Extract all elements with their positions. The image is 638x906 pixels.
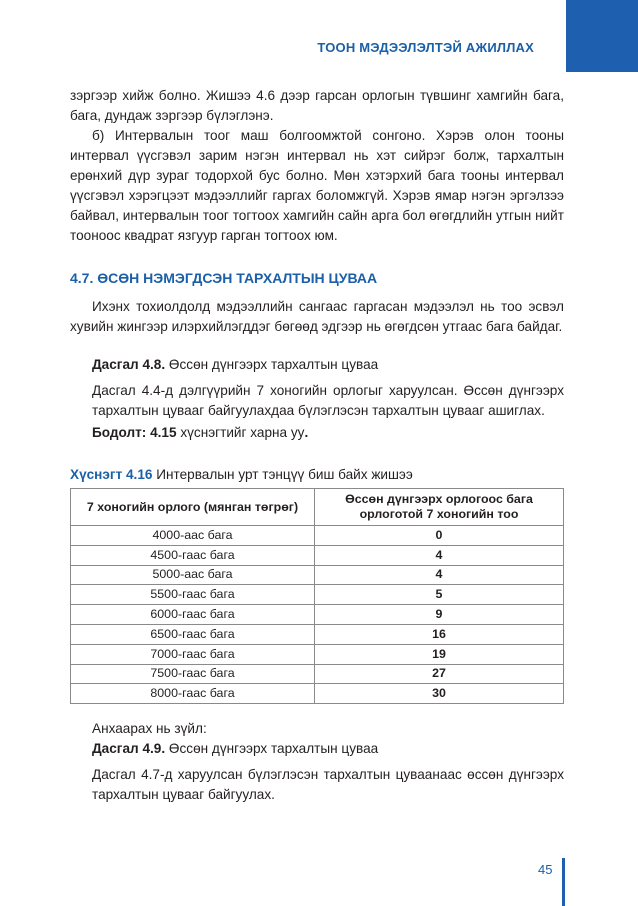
exercise-title	[92, 355, 564, 375]
count-cell: 16	[315, 624, 564, 644]
exercise-answer	[92, 423, 564, 443]
exercise-label: Дасгал 4.9.	[92, 741, 166, 757]
exercise-label: Дасгал 4.8.	[92, 357, 166, 372]
table-row	[71, 526, 564, 546]
running-header: ТООН МЭДЭЭЛЭЛТЭЙ АЖИЛЛАХ	[317, 40, 534, 55]
count-cell: 30	[315, 684, 564, 704]
table-row	[71, 585, 564, 605]
income-cell: 5500-гаас бага	[71, 585, 315, 605]
paragraph-1: зэргээр хийж болно. Жишээ 4.6 дээр гарсан орлогын түвшинг хамгийн бага, бага, дундаж зэргээр бүлэглэнэ.	[70, 88, 564, 123]
header-corner-bar	[566, 0, 638, 72]
table-row	[71, 624, 564, 644]
exercise-title-text: Өссөн дүнгээрх тархалтын цуваа	[165, 741, 379, 757]
table-row	[71, 605, 564, 625]
count-cell: 0	[315, 526, 564, 546]
count-cell: 4	[315, 565, 564, 585]
page-content	[70, 86, 564, 805]
count-cell: 4	[315, 545, 564, 565]
column-header-income: 7 хоногийн орлого (мянган төгрөг)	[71, 489, 315, 526]
count-cell: 5	[315, 585, 564, 605]
exercise-4-9	[70, 719, 564, 805]
exercise-text: Дасгал 4.7-д харуулсан бүлэглэсэн тархалтын цуваанаас өссөн дүнгээрх тархалтын цувааг байгуулах.	[92, 767, 564, 803]
cumulative-frequency-table	[70, 488, 564, 704]
exercise-title-text: Өссөн дүнгээрх тархалтын цуваа	[165, 357, 379, 372]
table-row	[71, 664, 564, 684]
paragraph-3: Ихэнх тохиолдолд мэдээллийн сангаас гаргасан мэдээлэл нь тоо эсвэл хувийн жингээр илэрхийлэгддэг бөгөөд эдгээр нь өгөгдсөн утгаас бага байдаг.	[70, 299, 564, 334]
page-number: 45	[538, 862, 553, 877]
section-heading: 4.7. ӨСӨН НЭМЭГДСЭН ТАРХАЛТЫН ЦУВАА	[70, 270, 378, 286]
exercise-4-8	[70, 355, 564, 443]
table-caption	[70, 465, 564, 485]
count-cell: 9	[315, 605, 564, 625]
column-header-count: Өссөн дүнгээрх орлогоос бага орлоготой 7 хоногийн тоо	[315, 489, 564, 526]
income-cell: 5000-аас бага	[71, 565, 315, 585]
table-header-row	[71, 489, 564, 526]
exercise-text: Дасгал 4.4-д дэлгүүрийн 7 хоногийн орлогыг харуулсан. Өссөн дүнгээрх тархалтын цувааг байгуулахдаа бүлэглэсэн тархалтын цувааг ашиглах.	[92, 383, 564, 418]
footer-bar	[562, 858, 565, 906]
table-row	[71, 644, 564, 664]
table-row	[71, 565, 564, 585]
table-row	[71, 684, 564, 704]
answer-label: Бодолт: 4.15	[92, 425, 177, 440]
paragraph-2: б) Интервалын тоог маш болгоомжтой сонгоно. Хэрэв олон тооны интервал үүсгэвэл зарим нэгэн интервал нь хэт сийрэг болж, тархалтын ерөнхий дүр зураг тодорхой бус болно. Мөн хэтэрхий бага тооны интервал үүсгэвэл хэрэгцээт мэдээллийг гаргах боломжгүй. Хэрэв ямар нэгэн эргэлзээ байвал, интервалын тоог тогтоох хамгийн сайн арга бол өгөгдлийн утгын нийт тооноос квадрат язгуур гарган тогтоох юм.	[70, 128, 564, 243]
note-heading: Анхаарах нь зүйл:	[92, 721, 207, 737]
income-cell: 7500-гаас бага	[71, 664, 315, 684]
income-cell: 7000-гаас бага	[71, 644, 315, 664]
income-cell: 4000-аас бага	[71, 526, 315, 546]
income-cell: 8000-гаас бага	[71, 684, 315, 704]
answer-end: .	[304, 425, 309, 440]
exercise-title	[92, 739, 564, 759]
income-cell: 6000-гаас бага	[71, 605, 315, 625]
income-cell: 4500-гаас бага	[71, 545, 315, 565]
table-row	[71, 545, 564, 565]
table-caption-label: Хүснэгт 4.16	[70, 467, 153, 482]
answer-text: хүснэгтийг харна уу	[176, 425, 305, 440]
income-cell: 6500-гаас бага	[71, 624, 315, 644]
count-cell: 19	[315, 644, 564, 664]
count-cell: 27	[315, 664, 564, 684]
table-caption-text: Интервалын урт тэнцүү биш байх жишээ	[152, 467, 413, 482]
